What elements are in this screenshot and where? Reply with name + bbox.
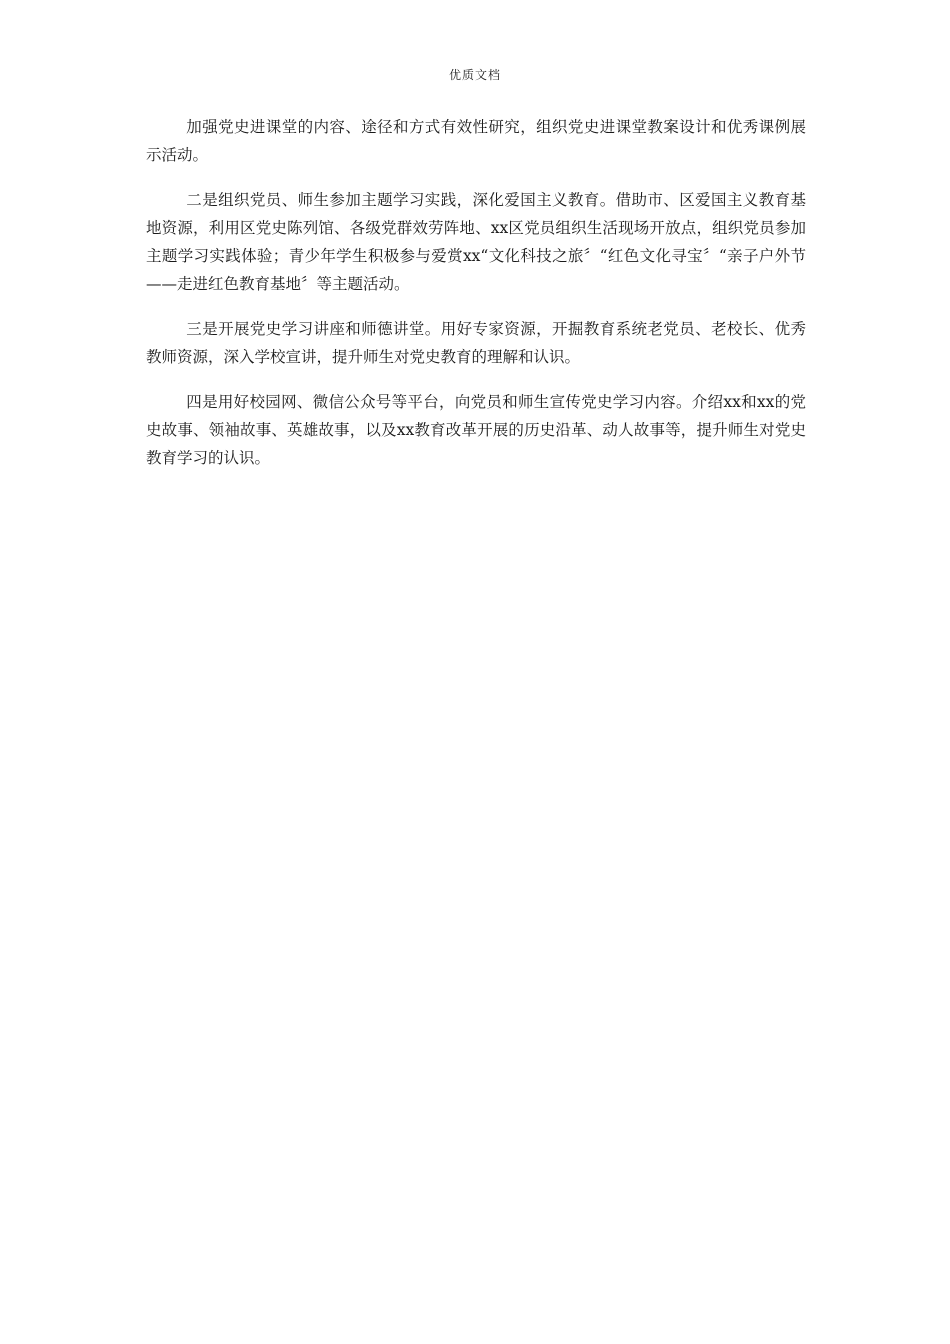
document-body — [146, 113, 806, 489]
paragraph-4: 四是用好校园网、微信公众号等平台，向党员和师生宣传党史学习内容。介绍xx和xx的党史故事、领袖故事、英雄故事，以及xx教育改革开展的历史沿革、动人故事等，提升师生对党史教育学习的认识。 — [146, 393, 806, 467]
paragraph-1: 加强党史进课堂的内容、途径和方式有效性研究，组织党史进课堂教案设计和优秀课例展示活动。 — [146, 118, 806, 164]
paragraph-2: 二是组织党员、师生参加主题学习实践，深化爱国主义教育。借助市、区爱国主义教育基地资源，利用区党史陈列馆、各级党群效劳阵地、xx区党员组织生活现场开放点，组织党员参加主题学习实践体验；青少年学生积极参与爱赏xx“文化科技之旅〞“红色文化寻宝〞“亲子户外节——走进红色教育基地〞等主题活动。 — [146, 191, 806, 293]
page-header: 优质文档 — [448, 68, 501, 82]
paragraph-3: 三是开展党史学习讲座和师德讲堂。用好专家资源，开掘教育系统老党员、老校长、优秀教师资源，深入学校宣讲，提升师生对党史教育的理解和认识。 — [146, 320, 806, 366]
